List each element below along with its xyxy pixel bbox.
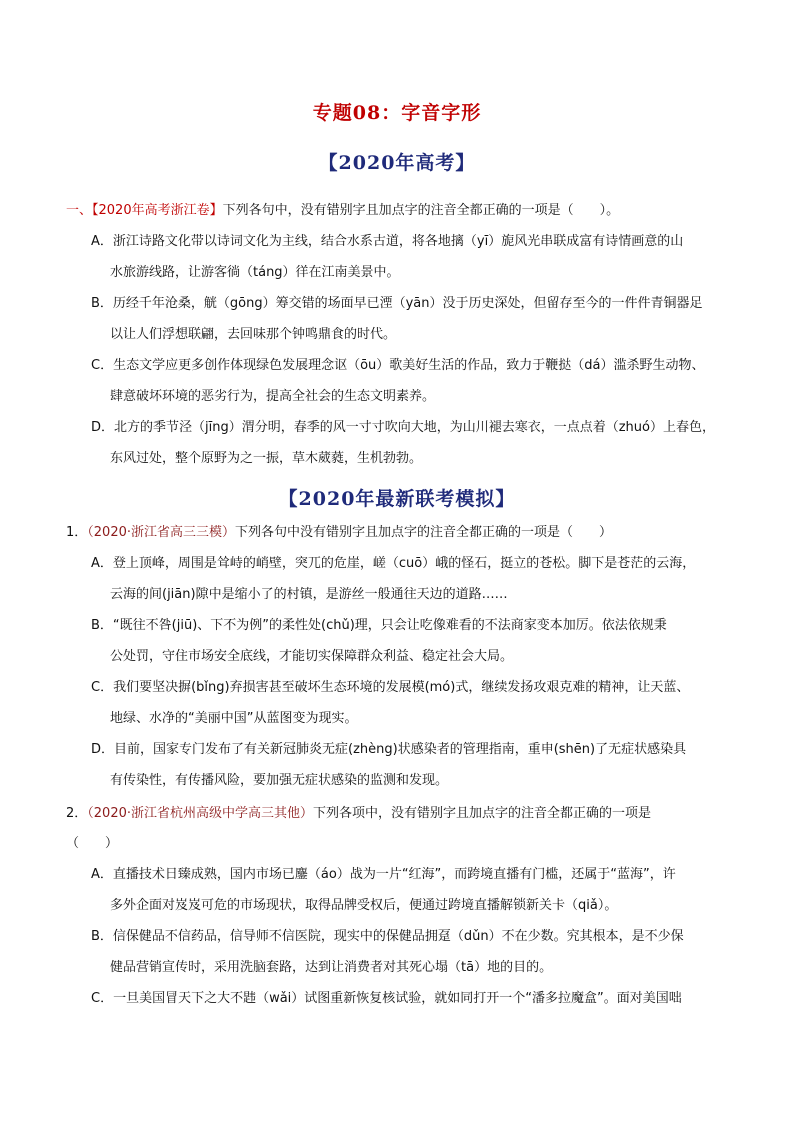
question-number: 2．	[66, 806, 88, 821]
option-a-line-2: 水旅游线路，让游客徜（táng）徉在江南美景中。	[110, 265, 400, 280]
option-c-line-2: 肆意破坏环境的恶劣行为，提高全社会的生态文明素养。	[110, 389, 436, 404]
question-0-stem	[66, 203, 619, 219]
question-number: 一、	[66, 203, 93, 218]
question-text: 下列各项中，没有错别字且加点字的注音全都正确的一项是	[313, 806, 652, 821]
option-d-line-1: D．目前，国家专门发布了有关新冠肺炎无症(zhèng)状感染者的管理指南，重申(shēn)了无症状感染具	[91, 742, 687, 757]
question-source: （2020·浙江省高三三模）	[87, 525, 235, 540]
option-a-line-2: 多外企面对岌岌可危的市场现状，取得品牌受权后，便通过跨境直播解锁新关卡（qiǎ）。	[110, 898, 618, 913]
option-b-line-2: 以让人们浮想联翩，去回味那个钟鸣鼎食的时代。	[110, 327, 397, 342]
option-c-line-1: C．一旦美国冒天下之大不韪（wǎi）试图重新恢复核试验，就如同打开一个“潘多拉魔盒”。面对美国咄	[91, 991, 682, 1006]
question-source: （2020·浙江省杭州高级中学高三其他）	[87, 806, 313, 821]
option-d-line-2: 东风过处，整个原野为之一振，草木葳蕤，生机勃勃。	[110, 451, 423, 466]
option-b-line-2: 健品营销宣传时，采用洗脑套路，达到让消费者对其死心塌（tā）地的目的。	[110, 960, 553, 975]
option-a-line-1: A．直播技术日臻成熟，国内市场已鏖（áo）战为一片“红海”，而跨境直播有门槛，还属于“蓝海”，许	[91, 867, 676, 882]
question-1-stem	[66, 525, 612, 541]
section-heading-gaokao: 【2020年高考】	[318, 152, 476, 174]
question-text: 下列各句中没有错别字且加点字的注音全都正确的一项是（ ）	[235, 525, 613, 540]
question-2-answer-blank: （ ）	[66, 836, 119, 851]
option-c-line-2: 地绿、水净的“美丽中国”从蓝图变为现实。	[110, 711, 358, 726]
question-number: 1．	[66, 525, 88, 540]
option-c-line-1: C．我们要坚决摒(bǐng)弃损害甚至破坏生态环境的发展模(mó)式，继续发扬攻艰克难的精神，让天蓝、	[91, 680, 690, 695]
option-c-line-1: C．生态文学应更多创作体现绿色发展理念讴（ōu）歌美好生活的作品，致力于鞭挞（dá）滥杀野生动物、	[91, 358, 705, 373]
option-a-line-2: 云海的间(jiān)隙中是缩小了的村镇，是游丝一般通往天边的道路……	[110, 587, 508, 602]
option-d-line-2: 有传染性，有传播风险，要加强无症状感染的监测和发现。	[110, 773, 449, 788]
question-2-stem	[66, 806, 651, 822]
option-b-line-2: 公处罚，守住市场安全底线，才能切实保障群众利益、稳定社会大局。	[110, 649, 514, 664]
option-b-line-1: B．信保健品不信药品，信导师不信医院，现实中的保健品拥趸（dǔn）不在少数。究其根本，是不少保	[91, 929, 684, 944]
option-a-line-1: A．登上顶峰，周围是耸峙的峭壁，突兀的危崖，嵯（cuō）峨的怪石，挺立的苍松。脚下是苍茫的云海，	[91, 556, 696, 571]
option-b-line-1: B．“既往不咎(jiū)、下不为例”的柔性处(chǔ)理，只会让吃像难看的不法商家变本加厉。依法依规秉	[91, 618, 667, 633]
question-text: 下列各句中，没有错别字且加点字的注音全都正确的一项是（ ）。	[222, 203, 620, 218]
question-source: 【2020年高考浙江卷】	[92, 203, 223, 218]
option-a-line-1: A．浙江诗路文化带以诗词文化为主线，结合水系古道，将各地摛（yī）旎风光串联成富有诗情画意的山	[91, 234, 684, 249]
section-heading-mock: 【2020年最新联考模拟】	[278, 488, 516, 510]
option-d-line-1: D．北方的季节泾（jīng）渭分明，春季的风一寸寸吹向大地，为山川褪去寒衣，一点点着（zhuó）上春色，	[91, 420, 715, 435]
page-title: 专题08：字音字形	[312, 102, 482, 124]
option-b-line-1: B．历经千年沧桑，觥（gōng）筹交错的场面早已湮（yān）没于历史深处，但留存至今的一件件青铜器足	[91, 296, 703, 311]
